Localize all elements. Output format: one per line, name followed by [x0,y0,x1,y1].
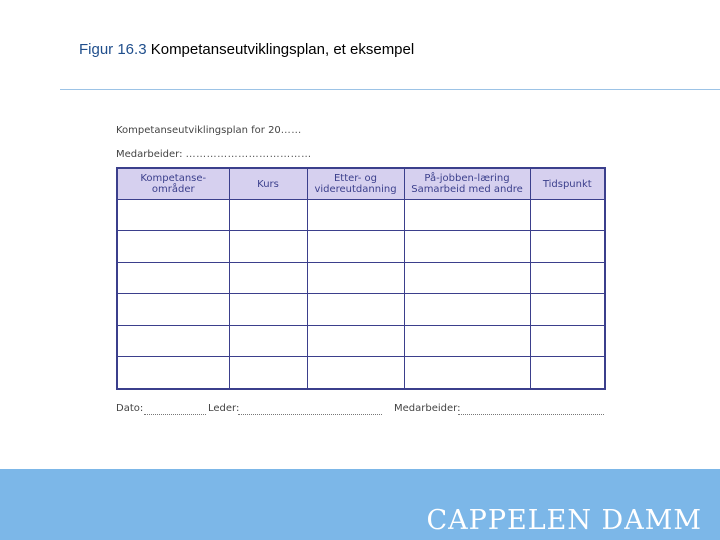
table-cell [307,231,404,262]
header-courses-label: Kurs [257,178,279,190]
table-row [117,200,605,231]
header-further-education [307,168,404,200]
table-cell [229,262,307,293]
header-on-the-job-line2: Samarbeid med andre [411,184,523,195]
table-row [117,262,605,293]
footer-band [0,469,720,540]
table-cell [404,325,530,356]
table-cell [307,325,404,356]
header-timing [530,168,605,200]
header-on-the-job-learning [404,168,530,200]
signature-line [116,403,606,417]
table-cell [229,200,307,231]
table-header-row [117,168,605,200]
employee-label: Medarbeider: [116,149,183,160]
table-body [117,200,605,390]
table-cell [307,294,404,325]
date-label: Dato: [116,403,144,414]
figure-label: Figur 16.3 [79,41,147,58]
table-cell [307,262,404,293]
table-cell [117,262,229,293]
table-cell [307,357,404,389]
employee-line [116,149,312,160]
table-cell [229,357,307,389]
table-cell [530,294,605,325]
table-cell [117,231,229,262]
figure-title-text: Kompetanseutviklingsplan, et eksempel [150,41,415,58]
table-cell [117,294,229,325]
employee-dots: ……………………………… [185,149,312,160]
table-cell [229,325,307,356]
table-row [117,357,605,389]
table-cell [530,262,605,293]
table-cell [117,200,229,231]
plan-year-line [116,125,302,136]
table-cell [404,231,530,262]
header-on-the-job-line1: På-jobben-læring [424,173,510,184]
header-competence-areas-line1: Kompetanse- [140,173,207,184]
table-cell [530,200,605,231]
plan-year-label: Kompetanseutviklingsplan for 20 [116,125,281,136]
table-cell [229,231,307,262]
table-cell [117,357,229,389]
leader-label: Leder: [208,403,240,414]
header-timing-label: Tidspunkt [542,178,592,190]
brand-logo: CAPPELEN DAMM [426,505,702,536]
table-cell [530,357,605,389]
header-competence-areas [117,168,229,200]
competence-plan-table [116,167,606,390]
header-further-education-line2: videreutdanning [314,184,397,195]
table-cell [404,357,530,389]
table-cell [404,200,530,231]
signature-employee-label: Medarbeider: [394,403,461,414]
title-divider [60,89,720,90]
table-cell [530,231,605,262]
header-courses [229,168,307,200]
table-cell [404,262,530,293]
table-cell [117,325,229,356]
header-further-education-line1: Etter- og [333,173,378,184]
table-cell [530,325,605,356]
date-dots [144,414,206,415]
header-competence-areas-line2: områder [151,184,195,195]
slide-title [79,41,414,58]
table-cell [404,294,530,325]
table-row [117,325,605,356]
plan-year-dots: …… [280,125,302,136]
table-cell [229,294,307,325]
table-row [117,231,605,262]
table-row [117,294,605,325]
signature-employee-dots [458,414,604,415]
table-cell [307,200,404,231]
leader-dots [238,414,382,415]
